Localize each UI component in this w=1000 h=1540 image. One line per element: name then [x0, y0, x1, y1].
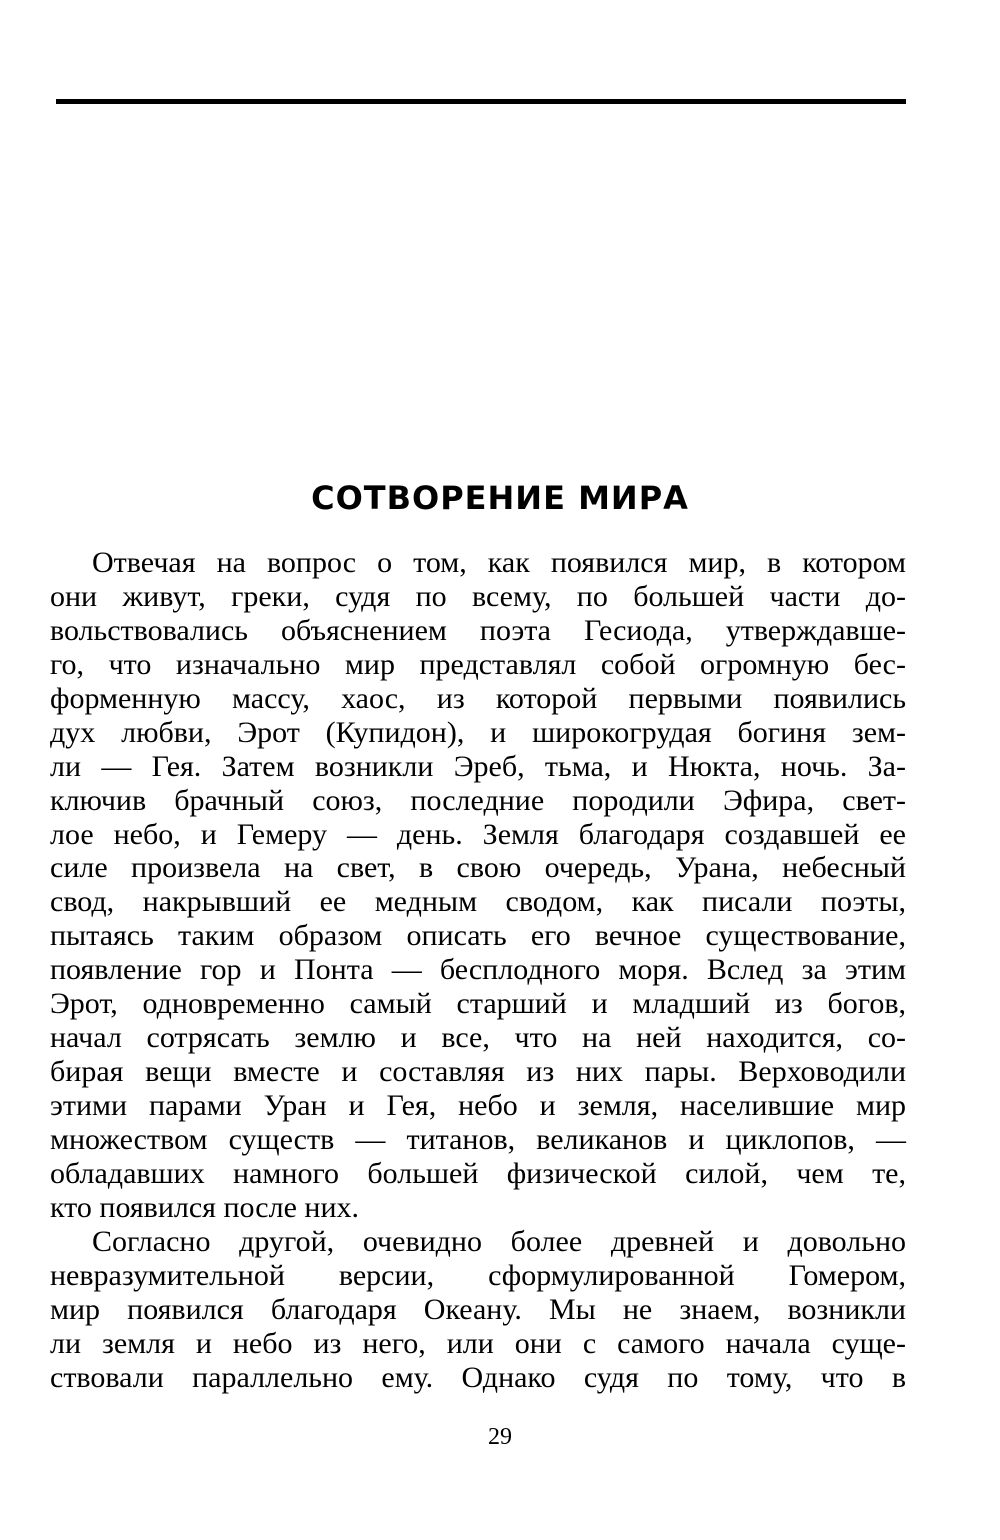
text-line: силе произвела на свет, в свою очередь, Урана, небесный — [50, 851, 906, 885]
text-line: дух любви, Эрот (Купидон), и широкогрудая богиня зем- — [50, 715, 906, 749]
text-line: свод, накрывший ее медным сводом, как писали поэты, — [50, 885, 906, 919]
page-number: 29 — [488, 1424, 512, 1450]
text-line: кто появился после них. — [50, 1190, 359, 1224]
text-line: ли — Гея. Затем возникли Эреб, тьма, и Нюкта, ночь. За- — [50, 749, 906, 783]
text-line: обладавших намного большей физической силой, чем те, — [50, 1156, 906, 1190]
text-line: ствовали параллельно ему. Однако судя по тому, что в — [50, 1360, 906, 1394]
text-line: этими парами Уран и Гея, небо и земля, населившие мир — [50, 1089, 906, 1122]
text-line: множеством существ — титанов, великанов и циклопов, — — [50, 1122, 906, 1156]
chapter-title: СОТВОРЕНИЕ МИРА — [311, 479, 689, 517]
text-line: невразумительной версии, сформулированной Гомером, — [50, 1258, 906, 1292]
text-line: пытаясь таким образом описать его вечное существование, — [50, 919, 906, 953]
text-line: ключив брачный союз, последние породили Эфира, свет- — [50, 783, 906, 817]
body-text — [50, 546, 906, 1394]
text-line: ли земля и небо из него, или они с самого начала суще- — [50, 1326, 906, 1360]
text-line: вольствовались объяснением поэта Гесиода, утверждавше- — [50, 613, 906, 647]
text-line: начал сотрясать землю и все, что на ней находится, со- — [50, 1021, 906, 1055]
text-line: мир появился благодаря Океану. Мы не знаем, возникли — [50, 1292, 906, 1326]
top-rule — [56, 99, 906, 104]
text-line: Отвечая на вопрос о том, как появился мир, в котором — [92, 546, 906, 579]
text-line: появление гор и Понта — бесплодного моря. Вслед за этим — [50, 953, 906, 987]
text-line: лое небо, и Гемеру — день. Земля благодаря создавшей ее — [50, 817, 906, 851]
text-line: бирая вещи вместе и составляя из них пары. Верховодили — [50, 1055, 906, 1089]
text-line: форменную массу, хаос, из которой первыми появились — [50, 681, 906, 715]
text-line: Согласно другой, очевидно более древней и довольно — [92, 1224, 906, 1258]
text-line: Эрот, одновременно самый старший и младший из богов, — [50, 987, 906, 1021]
text-line: они живут, греки, судя по всему, по большей части до- — [50, 579, 906, 613]
text-line: го, что изначально мир представлял собой огромную бес- — [50, 647, 906, 681]
